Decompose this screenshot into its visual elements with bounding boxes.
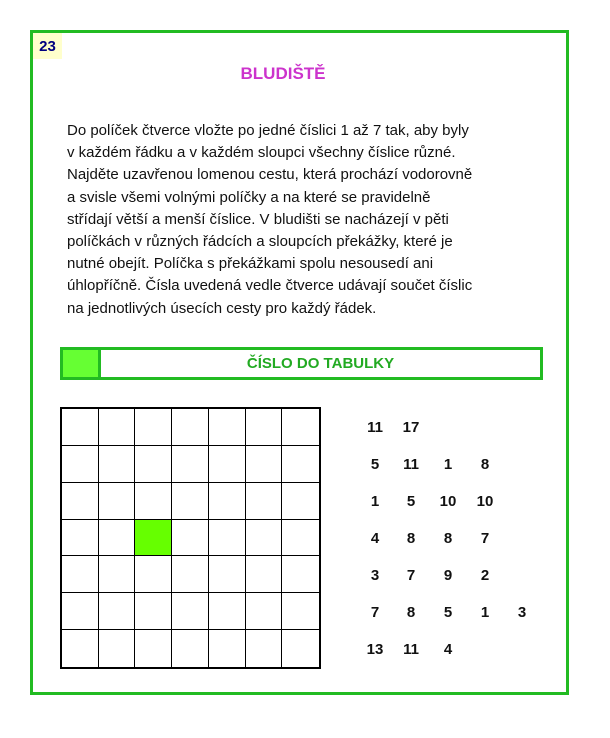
row-sum-value: 3 [370, 567, 380, 584]
instruction-line: Do políček čtverce vložte po jedné číslici 1 až 7 tak, aby byly [67, 122, 469, 139]
row-sum-value: 1 [370, 493, 380, 510]
grid-cell-r2-c1[interactable] [62, 446, 99, 483]
grid-cell-r5-c1[interactable] [62, 556, 99, 593]
grid-cell-r6-c4[interactable] [172, 593, 209, 630]
grid-cell-r2-c4[interactable] [172, 446, 209, 483]
grid-cell-r7-c5[interactable] [209, 630, 246, 667]
grid-cell-r6-c2[interactable] [99, 593, 136, 630]
grid-cell-r7-c7[interactable] [282, 630, 319, 667]
grid-cell-r1-c2[interactable] [99, 409, 136, 446]
puzzle-title: BLUDIŠTĚ [240, 64, 326, 83]
row-sum-value: 11 [367, 419, 383, 436]
row-sum-value: 11 [403, 641, 419, 658]
instructions-text [67, 120, 537, 320]
grid-cell-r4-c4[interactable] [172, 520, 209, 557]
grid-cell-r2-c2[interactable] [99, 446, 136, 483]
grid-cell-r4-c7[interactable] [282, 520, 319, 557]
section-color-swatch [63, 350, 101, 377]
row-sum-value: 1 [480, 604, 490, 621]
grid-cell-r4-c1[interactable] [62, 520, 99, 557]
grid-cell-r4-c6[interactable] [246, 520, 283, 557]
row-sum-value: 3 [517, 604, 527, 621]
grid-cell-r3-c6[interactable] [246, 483, 283, 520]
grid-cell-r5-c2[interactable] [99, 556, 136, 593]
row-sum-value: 7 [406, 567, 416, 584]
grid-cell-r1-c3[interactable] [135, 409, 172, 446]
grid-cell-r6-c6[interactable] [246, 593, 283, 630]
grid-cell-r3-c5[interactable] [209, 483, 246, 520]
row-sum-value: 17 [402, 419, 420, 436]
grid-cell-r4-c5[interactable] [209, 520, 246, 557]
row-sum-value: 2 [480, 567, 490, 584]
puzzle-grid [60, 407, 321, 669]
grid-cell-r3-c3[interactable] [135, 483, 172, 520]
instruction-line: úhlopříčně. Čísla uvedená vedle čtverce udávají součet číslic [67, 277, 473, 295]
grid-cell-r6-c7[interactable] [282, 593, 319, 630]
instruction-line: Najděte uzavřenou lomenou cestu, která prochází vodorovně [67, 166, 473, 184]
page-number: 23 [33, 33, 62, 59]
grid-cell-r2-c3[interactable] [135, 446, 172, 483]
grid-cell-r3-c1[interactable] [62, 483, 99, 520]
instruction-line: políčkách v různých řádcích a sloupcích překážky, které je [67, 233, 453, 251]
row-sum-value: 9 [443, 567, 453, 584]
section-header [60, 347, 543, 380]
row-sum-value: 8 [406, 604, 416, 621]
grid-cell-r7-c3[interactable] [135, 630, 172, 667]
row-sum-value: 7 [480, 530, 490, 547]
instruction-line: na jednotlivých úsecích cesty pro každý řádek. [67, 299, 377, 317]
grid-cell-r3-c7[interactable] [282, 483, 319, 520]
grid-cell-r4-c2[interactable] [99, 520, 136, 557]
grid-cell-r3-c2[interactable] [99, 483, 136, 520]
row-sum-value: 1 [443, 456, 453, 473]
row-sum-value: 5 [370, 456, 380, 473]
grid-cell-r5-c5[interactable] [209, 556, 246, 593]
grid-cell-r6-c1[interactable] [62, 593, 99, 630]
grid-cell-r7-c1[interactable] [62, 630, 99, 667]
row-sum-value: 4 [443, 641, 453, 658]
row-sum-value: 8 [480, 456, 490, 473]
row-sum-value: 5 [443, 604, 453, 621]
grid-cell-r5-c6[interactable] [246, 556, 283, 593]
grid-cell-r7-c4[interactable] [172, 630, 209, 667]
grid-cell-r4-c3[interactable] [135, 520, 172, 557]
section-label: ČÍSLO DO TABULKY [246, 355, 395, 372]
grid-cell-r6-c5[interactable] [209, 593, 246, 630]
grid-cell-r1-c1[interactable] [62, 409, 99, 446]
row-sum-value: 10 [476, 493, 494, 510]
row-sum-value: 4 [370, 530, 380, 547]
grid-cell-r7-c2[interactable] [99, 630, 136, 667]
row-sum-value: 8 [443, 530, 453, 547]
instruction-line: nutné obejít. Políčka s překážkami spolu nesousedí ani [67, 255, 434, 273]
grid-cell-r1-c4[interactable] [172, 409, 209, 446]
instruction-line: a svisle všemi volnými políčky a na které se pravidelně [67, 188, 431, 206]
grid-cell-r2-c5[interactable] [209, 446, 246, 483]
grid-cell-r5-c4[interactable] [172, 556, 209, 593]
row-sum-value: 10 [439, 493, 457, 510]
row-sum-value: 5 [406, 493, 416, 510]
grid-cell-r2-c6[interactable] [246, 446, 283, 483]
instruction-line: střídají větší a menší číslice. V bludišti se nacházejí v pěti [67, 210, 449, 228]
grid-cell-r1-c6[interactable] [246, 409, 283, 446]
grid-cell-r1-c7[interactable] [282, 409, 319, 446]
row-sum-value: 13 [366, 641, 384, 658]
grid-cell-r3-c4[interactable] [172, 483, 209, 520]
grid-cell-r1-c5[interactable] [209, 409, 246, 446]
grid-cell-r2-c7[interactable] [282, 446, 319, 483]
row-sum-value: 8 [406, 530, 416, 547]
grid-cell-r5-c7[interactable] [282, 556, 319, 593]
instruction-line: v každém řádku a v každém sloupci všechny číslice různé. [67, 144, 456, 162]
grid-cell-r6-c3[interactable] [135, 593, 172, 630]
row-sum-value: 7 [370, 604, 380, 621]
grid-cell-r7-c6[interactable] [246, 630, 283, 667]
grid-cell-r5-c3[interactable] [135, 556, 172, 593]
row-sum-value: 11 [403, 456, 419, 473]
